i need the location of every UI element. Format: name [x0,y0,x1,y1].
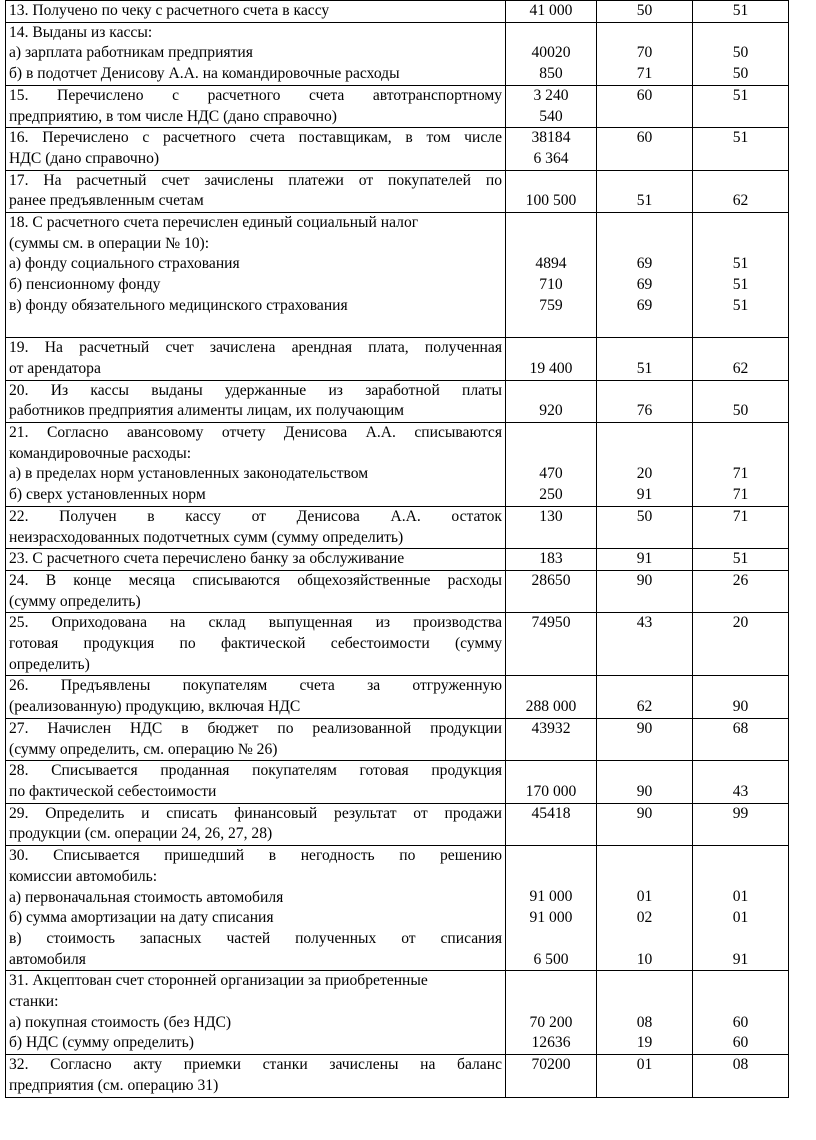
credit-account-value: 01 [732,888,749,906]
description-line: командировочные расходы: [9,444,192,462]
description-line: 18. С расчетного счета перечислен единый социальный налог [9,214,419,232]
description-line: б) в подотчет Денисову А.А. на командировочные расходы [9,65,400,83]
credit-account [693,570,789,612]
debit-account-value: 08 [636,1013,653,1031]
credit-account [693,85,789,127]
debit-account [597,506,693,548]
operation-amount-value: 43932 [531,719,571,737]
operation-description [6,213,506,338]
operation-amount-value: 130 [539,507,563,525]
operation-amount-value: 19 400 [529,359,573,377]
operation-amount [506,1,597,23]
operation-description [6,846,506,971]
operation-amount-value: 540 [539,107,563,125]
debit-account-value: 20 [636,465,653,483]
operation-amount-value [509,676,593,697]
operation-amount [506,213,597,338]
credit-account-value [696,213,785,234]
debit-account-value: 90 [636,804,653,822]
debit-account [597,803,693,845]
debit-account [597,338,693,380]
credit-account [693,128,789,170]
operation-description [6,338,506,380]
operation-amount [506,85,597,127]
debit-account-value: 69 [636,255,653,273]
credit-account-value [696,381,785,402]
operation-amount [506,549,597,571]
debit-account-value: 51 [636,359,653,377]
credit-account-value [696,171,785,192]
debit-account [597,613,693,676]
description-line [9,317,502,338]
operation-amount-value [509,381,593,402]
description-line: по фактической себестоимости [9,783,217,800]
credit-account-value: 62 [732,359,749,377]
operation-amount [506,761,597,803]
operation-amount-value: 70200 [531,1056,571,1074]
credit-account-value: 51 [732,276,749,294]
description-line: от арендатора [9,359,101,377]
credit-account-value: 26 [732,571,749,589]
description-line: предприятию, в том числе НДС (дано справочно) [9,107,338,125]
operation-description [6,570,506,612]
credit-account-value: 99 [732,804,749,822]
operation-description [6,613,506,676]
operation-row-27 [6,718,789,760]
description-line: б) сумма амортизации на дату списания [9,909,274,927]
credit-account-value: 51 [732,550,749,568]
credit-account-value: 60 [732,1013,749,1031]
operation-amount [506,570,597,612]
operation-amount-value: 91 000 [529,909,573,927]
operation-row-29 [6,803,789,845]
operation-description [6,423,506,507]
operation-amount-value [509,23,593,44]
operation-amount-value [509,929,593,950]
operation-description [6,676,506,718]
credit-account-value: 51 [732,296,749,314]
operation-amount-value: 288 000 [525,698,577,716]
operation-amount-value [509,992,593,1013]
debit-account [597,570,693,612]
operation-amount-value: 920 [539,402,563,420]
credit-account [693,170,789,212]
operation-amount-value: 170 000 [525,782,577,800]
credit-account-value [696,846,785,867]
description-line: 15. Перечислено с расчетного счета автотранспортному [9,86,502,104]
debit-account [597,170,693,212]
operation-amount-value: 3 240 [533,86,569,104]
description-line: автомобиля [9,950,86,968]
debit-account [597,676,693,718]
operation-amount-value: 6 500 [533,950,569,968]
operation-amount [506,718,597,760]
description-line: НДС (дано справочно) [9,149,160,167]
description-line: а) в пределах норм установленных законодательством [9,465,369,483]
operation-description [6,549,506,571]
credit-account [693,213,789,338]
operation-description [6,85,506,127]
debit-account-value: 62 [636,698,653,716]
debit-account-value: 71 [636,65,653,83]
operation-row-30 [6,846,789,971]
description-line: а) зарплата работникам предприятия [9,44,253,62]
operation-amount [506,380,597,422]
operation-amount-value: 6 364 [533,149,569,167]
credit-account-value: 71 [732,465,749,483]
description-line: 21. Согласно авансовому отчету Денисова А.А. списываются [9,424,502,442]
operation-description [6,971,506,1055]
debit-account-value: 70 [636,44,653,62]
credit-account [693,338,789,380]
debit-account-value: 69 [636,276,653,294]
credit-account [693,846,789,971]
credit-account-value: 50 [732,65,749,83]
debit-account-value: 19 [636,1034,653,1052]
debit-account-value [600,444,689,465]
operation-amount-value: 100 500 [525,192,577,210]
credit-account-value [696,971,785,992]
debit-account-value [600,234,689,255]
credit-account-value: 68 [732,719,749,737]
operation-amount-value: 183 [539,550,563,568]
description-line: б) НДС (сумму определить) [9,1034,194,1052]
description-line: 23. С расчетного счета перечислено банку за обслуживание [9,550,405,568]
debit-account-value: 90 [636,571,653,589]
description-line: (сумму определить, см. операцию № 26) [9,740,278,758]
operation-description [6,128,506,170]
description-line: 30. Списывается пришедший в негодность по решению [9,847,502,865]
operation-amount-value [509,423,593,444]
description-line: в) фонду обязательного медицинского страхования [9,296,348,314]
description-line: работников предприятия алименты лицам, их получающим [9,402,405,420]
operation-amount [506,846,597,971]
operation-amount [506,803,597,845]
description-line: (реализованную) продукцию, включая НДС [9,698,301,716]
operation-amount-value: 38184 [531,129,571,147]
debit-account [597,85,693,127]
debit-account [597,22,693,85]
description-line: готовая продукция по фактической себестоимости (сумму [9,635,502,653]
description-line: 32. Согласно акту приемки станки зачислены на баланс [9,1056,502,1074]
operation-amount-value [509,867,593,888]
operation-amount-value: 91 000 [529,888,573,906]
operation-amount-value: 470 [539,465,563,483]
credit-account-value [696,444,785,465]
operation-amount-value: 41 000 [529,2,573,19]
credit-account [693,1,789,23]
debit-account [597,971,693,1055]
credit-account-value [696,929,785,950]
credit-account-value: 60 [732,1034,749,1052]
debit-account-value: 60 [636,129,653,147]
operation-description [6,380,506,422]
credit-account [693,380,789,422]
debit-account-value: 43 [636,614,653,632]
credit-account-value: 50 [732,44,749,62]
debit-account-value: 91 [636,486,653,504]
operation-amount [506,613,597,676]
credit-account-value: 91 [732,950,749,968]
credit-account-value: 51 [732,129,749,147]
description-line: 25. Оприходована на склад выпущенная из производства [9,614,502,632]
operation-amount-value: 710 [539,276,563,294]
operation-amount-value [509,234,593,255]
operation-row-23 [6,549,789,571]
description-line: 13. Получено по чеку с расчетного счета в кассу [9,2,330,19]
description-line: 22. Получен в кассу от Денисова А.А. остаток [9,507,502,525]
credit-account-value: 50 [732,402,749,420]
credit-account-value: 51 [732,86,749,104]
debit-account-value: 90 [636,782,653,800]
operation-amount [506,128,597,170]
credit-account-value [696,676,785,697]
description-line: 29. Определить и списать финансовый результат от продажи [9,804,502,822]
credit-account-value: 62 [732,192,749,210]
debit-account-value [600,423,689,444]
description-line: предприятия (см. операцию 31) [9,1076,219,1094]
description-line: неизрасходованных подотчетных сумм (сумму определить) [9,528,404,546]
debit-account-value [600,381,689,402]
debit-account-value [600,929,689,950]
debit-account [597,423,693,507]
debit-account [597,380,693,422]
debit-account-value [600,867,689,888]
operation-amount-value [509,971,593,992]
description-line: ранее предъявленным счетам [9,192,204,210]
operation-amount [506,22,597,85]
debit-account-value [600,171,689,192]
credit-account-value: 51 [732,255,749,273]
operation-description [6,1055,506,1097]
operation-row-21 [6,423,789,507]
debit-account-value: 02 [636,909,653,927]
credit-account [693,506,789,548]
operation-row-31 [6,971,789,1055]
debit-account-value: 90 [636,719,653,737]
operations-table-body [6,1,789,1098]
operation-amount [506,170,597,212]
operation-row-15 [6,85,789,127]
operation-row-16 [6,128,789,170]
credit-account [693,423,789,507]
description-line: 27. Начислен НДС в бюджет по реализованной продукции [9,719,502,737]
debit-account-value: 69 [636,296,653,314]
operation-row-24 [6,570,789,612]
description-line: 17. На расчетный счет зачислены платежи от покупателей по [9,171,502,189]
debit-account-value: 01 [636,888,653,906]
operation-amount-value [509,171,593,192]
operations-table [5,0,789,1098]
debit-account-value: 76 [636,402,653,420]
credit-account [693,761,789,803]
description-line: 28. Списывается проданная покупателям готовая продукция [9,762,502,780]
operation-description [6,170,506,212]
operation-amount-value: 45418 [531,804,571,822]
debit-account-value [600,23,689,44]
operation-row-14 [6,22,789,85]
credit-account [693,1055,789,1097]
debit-account [597,128,693,170]
credit-account [693,22,789,85]
credit-account-value: 90 [732,698,749,716]
credit-account-value: 20 [732,614,749,632]
operation-row-28 [6,761,789,803]
operation-amount [506,506,597,548]
description-line: (сумму определить) [9,592,141,610]
debit-account [597,1055,693,1097]
operation-amount-value: 4894 [535,255,567,273]
description-line: определить) [9,655,90,673]
credit-account-value [696,992,785,1013]
operation-row-17 [6,170,789,212]
description-line: б) пенсионному фонду [9,276,161,294]
credit-account-value: 51 [732,2,749,19]
credit-account [693,803,789,845]
debit-account-value [600,338,689,359]
operation-amount-value: 12636 [531,1034,571,1052]
operation-amount-value [509,338,593,359]
operation-amount-value: 74950 [531,614,571,632]
credit-account [693,549,789,571]
operation-amount-value: 759 [539,296,563,314]
description-line: а) первоначальная стоимость автомобиля [9,888,284,906]
debit-account-value: 10 [636,950,653,968]
operation-description [6,506,506,548]
operation-row-20 [6,380,789,422]
credit-account-value: 01 [732,909,749,927]
debit-account-value [600,761,689,782]
operation-row-13 [6,1,789,23]
debit-account-value: 60 [636,86,653,104]
operation-description [6,718,506,760]
description-line: комиссии автомобиль: [9,867,158,885]
operation-amount-value [509,846,593,867]
debit-account-value [600,213,689,234]
debit-account-value: 50 [636,2,653,19]
credit-account-value [696,23,785,44]
operation-amount-value: 250 [539,486,563,504]
operation-amount-value [509,761,593,782]
description-line: 19. На расчетный счет зачислена арендная плата, полученная [9,339,502,357]
description-line: а) фонду социального страхования [9,255,240,273]
operation-description [6,1,506,23]
debit-account [597,1,693,23]
credit-account-value [696,423,785,444]
description-line: (суммы см. в операции № 10): [9,234,210,252]
description-line: продукции (см. операции 24, 26, 27, 28) [9,825,273,843]
debit-account [597,761,693,803]
operation-row-26 [6,676,789,718]
credit-account-value: 71 [732,507,749,525]
description-line: 24. В конце месяца списываются общехозяйственные расходы [9,571,502,589]
description-line: в) стоимость запасных частей полученных от списания [9,929,502,947]
debit-account [597,549,693,571]
operation-amount [506,676,597,718]
debit-account [597,718,693,760]
operation-amount [506,971,597,1055]
operation-amount-value: 70 200 [529,1013,573,1031]
operation-description [6,761,506,803]
debit-account-value [600,846,689,867]
credit-account-value [696,761,785,782]
debit-account-value: 91 [636,550,653,568]
debit-account [597,846,693,971]
debit-account-value [600,971,689,992]
operation-amount-value: 40020 [531,44,571,62]
debit-account [597,213,693,338]
operation-amount-value: 28650 [531,571,571,589]
credit-account [693,676,789,718]
credit-account-value: 08 [732,1056,749,1074]
debit-account-value: 50 [636,507,653,525]
credit-account-value: 71 [732,486,749,504]
credit-account-value [696,338,785,359]
operation-row-19 [6,338,789,380]
credit-account [693,971,789,1055]
description-line: 16. Перечислено с расчетного счета поставщикам, в том числе [9,129,502,147]
operation-amount [506,338,597,380]
credit-account-value: 43 [732,782,749,800]
operation-row-32 [6,1055,789,1097]
description-line: а) покупная стоимость (без НДС) [9,1013,232,1031]
description-line: 14. Выданы из кассы: [9,23,153,41]
operation-row-25 [6,613,789,676]
description-line: б) сверх установленных норм [9,486,206,504]
debit-account-value: 51 [636,192,653,210]
description-line: 26. Предъявлены покупателям счета за отгруженную [9,677,502,695]
operation-amount [506,1055,597,1097]
operation-row-18 [6,213,789,338]
debit-account-value [600,992,689,1013]
credit-account [693,613,789,676]
description-line: станки: [9,993,59,1011]
debit-account-value: 01 [636,1056,653,1074]
credit-account-value [696,867,785,888]
operation-amount [506,423,597,507]
credit-account-value [696,234,785,255]
description-line: 31. Акцептован счет сторонней организации за приобретенные [9,972,428,990]
description-line: 20. Из кассы выданы удержанные из заработной платы [9,381,502,399]
operation-description [6,803,506,845]
operation-amount-value: 850 [539,65,563,83]
operation-amount-value [509,444,593,465]
operation-description [6,22,506,85]
credit-account [693,718,789,760]
operation-row-22 [6,506,789,548]
operation-amount-value [509,213,593,234]
debit-account-value [600,676,689,697]
